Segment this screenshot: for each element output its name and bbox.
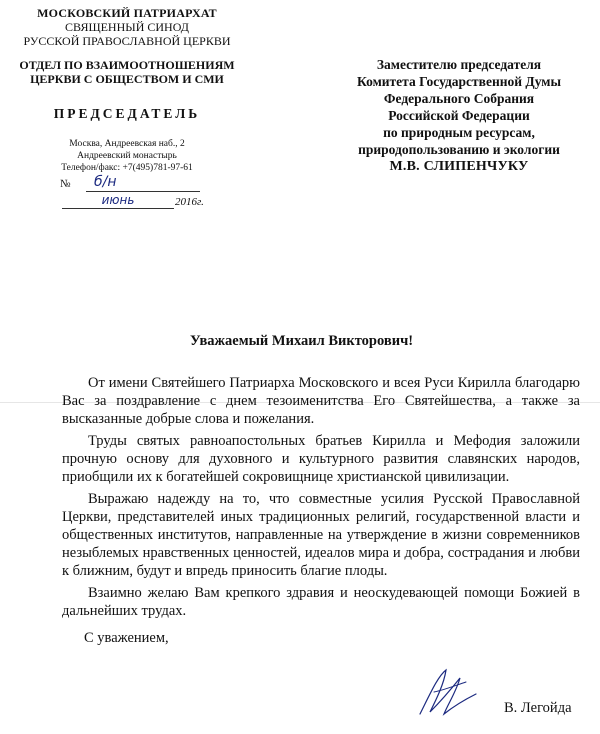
- org-line-1: МОСКОВСКИЙ ПАТРИАРХАТ: [37, 6, 217, 20]
- dept-line-2: ЦЕРКВИ С ОБЩЕСТВОМ И СМИ: [30, 72, 224, 86]
- address-line-2: Андреевский монастырь: [77, 151, 177, 161]
- letterhead-organization: [14, 6, 240, 48]
- addressee-line-1: Заместителю председателя: [376, 57, 542, 72]
- registration-number-value: б/н: [86, 173, 200, 192]
- paragraph-1: От имени Святейшего Патриарха Московского и всея Руси Кирилла благодарю Вас за поздравление с днем тезоименитства Его Святейшества, а также за высказанные добрые слова и пожелания.: [62, 375, 580, 427]
- addressee-block: [318, 56, 600, 175]
- addressee-name: М.В. СЛИПЕНЧУКУ: [389, 159, 529, 174]
- letter-body: [62, 374, 580, 624]
- letterhead-address: [14, 138, 240, 174]
- addressee-line-3: Федерального Собрания: [383, 91, 535, 106]
- signature-icon: [400, 664, 490, 725]
- org-line-3: РУССКОЙ ПРАВОСЛАВНОЙ ЦЕРКВИ: [23, 34, 231, 48]
- addressee-line-6: природопользованию и экологии: [358, 142, 560, 157]
- paragraph-4: Взаимно желаю Вам крепкого здравия и неоскудевающей помощи Божией в дальнейших трудах.: [62, 585, 580, 619]
- registration-date-value: июнь: [62, 192, 174, 209]
- address-line-3: Телефон/факс: +7(495)781-97-61: [61, 163, 193, 173]
- addressee-line-2: Комитета Государственной Думы: [356, 74, 562, 89]
- org-line-2: СВЯЩЕННЫЙ СИНОД: [65, 20, 189, 34]
- greeting: Уважаемый Михаил Викторович!: [190, 333, 414, 349]
- closing: С уважением,: [84, 630, 169, 646]
- signer-name: В. Легойда: [504, 700, 572, 716]
- addressee-line-4: Российской Федерации: [388, 108, 530, 123]
- registration-year: 2016г.: [175, 196, 204, 208]
- address-line-1: Москва, Андреевская наб., 2: [69, 139, 185, 149]
- addressee-line-5: по природным ресурсам,: [383, 125, 535, 140]
- letterhead-department: [14, 58, 240, 86]
- registration-number-label: №: [60, 178, 71, 190]
- letterhead-title: ПРЕДСЕДАТЕЛЬ: [53, 106, 201, 121]
- paragraph-2: Труды святых равноапостольных братьев Кирилла и Мефодия заложили прочную основу для духовного и культурного развития славянских народов, приобщили их к богатейшей сокровищнице христианской цивилизации.: [62, 433, 580, 485]
- dept-line-1: ОТДЕЛ ПО ВЗАИМООТНОШЕНИЯМ: [19, 58, 235, 72]
- paragraph-3: Выражаю надежду на то, что совместные усилия Русской Православной Церкви, представителей иных традиционных религий, государственной власти и общественных институтов, направленные на утверждение в жизни современников незыблемых нравственных ценностей, идеалов мира и добра, сострадания и любви к ближним, будут и впредь приносить благие плоды.: [62, 491, 580, 579]
